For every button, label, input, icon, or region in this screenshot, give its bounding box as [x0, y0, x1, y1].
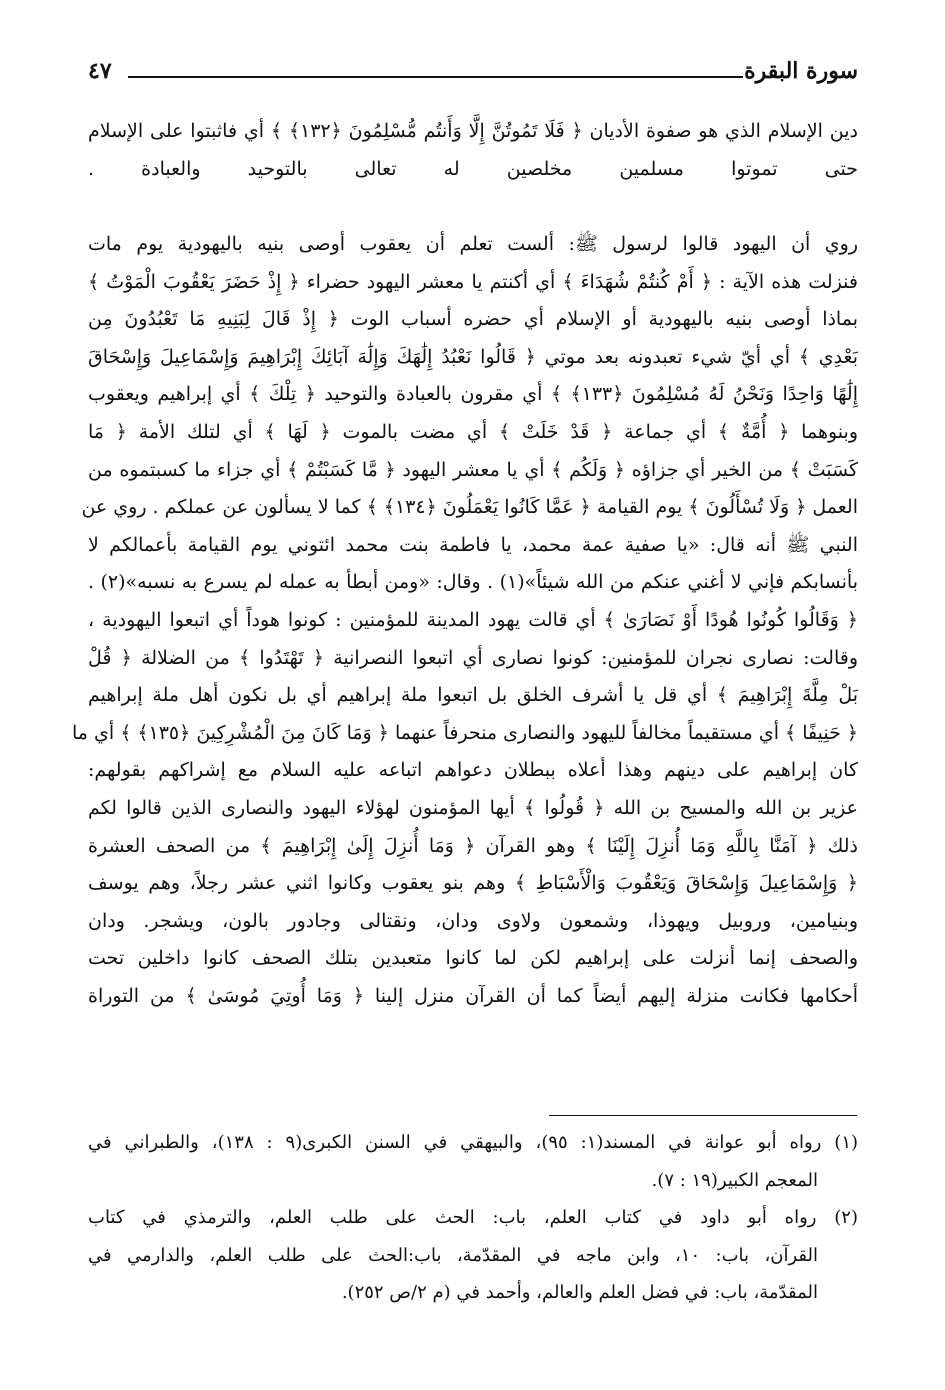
text-line: النبي ﷺ أنه قال: «يا صفية عمة محمد، يا فاطمة بنت محمد ائتوني يوم القيامة بأعمالكم لا — [88, 533, 858, 556]
text-line: فنزلت هذه الآية : ﴿ أَمْ كُنتُمْ شُهَدَاءَ ﴾ أي أكنتم يا معشر اليهود حضراء ﴿ إِذْ حَضَرَ يَعْقُوبَ الْمَوْتُ ﴾ — [88, 270, 858, 293]
text-line: المقدّمة، باب: في فضل العلم والعالم، وأحمد في (م ٢/ص ٢٥٢). — [341, 1282, 818, 1304]
surah-title: سورة البقرة — [744, 58, 858, 84]
text-line: ﴿ حَنِيفًا ﴾ أي مستقيماً مخالفاً لليهود والنصارى منحرفاً عنهما ﴿ وَمَا كَانَ مِنَ الْمُشْرِكِينَ ﴿١٣٥﴾ ﴾ أي ما — [72, 721, 858, 744]
text-line: والصحف إنما أنزلت على إبراهيم لكن لما كانوا متعبدين بتلك الصحف كانوا داخلين تحت — [88, 947, 858, 970]
text-line: كان إبراهيم على دينهم وهذا أعلاه ببطلان دعواهم اتباعه عليه السلام مع إشراكهم بقولهم: — [88, 759, 858, 782]
text-line: بأنسابكم فإني لا أغني عنكم من الله شيئاً»(١) . وقال: «ومن أبطأ به عمله لم يسرع به نسبه»(٢) . — [88, 571, 858, 594]
paragraph-1 — [88, 113, 858, 188]
text-line: عزير بن الله والمسيح بن الله ﴿ قُولُوا ﴾ أيها المؤمنون لهؤلاء اليهود والنصارى الذين قالوا لكم — [88, 796, 858, 819]
text-line: (٢) رواه أبو داود في كتاب العلم، باب: الحث على طلب العلم، والترمذي في كتاب — [88, 1207, 858, 1229]
text-line: ذلك ﴿ آمَنَّا بِاللَّهِ وَمَا أُنزِلَ إِلَيْنَا ﴾ وهو القرآن ﴿ وَمَا أُنزِلَ إِلَىٰ إِبْرَاهِيمَ ﴾ من الصحف العشرة — [88, 834, 858, 857]
header-rule — [128, 76, 743, 78]
text-line: أحكامها فكانت منزلة إليهم أيضاً كما أن القرآن منزل إلينا ﴿ وَمَا أُوتِيَ مُوسَىٰ ﴾ من التوراة — [88, 984, 858, 1007]
text-line: وقالت: نصارى نجران للمؤمنين: كونوا نصارى أي اتبعوا النصرانية ﴿ تَهْتَدُوا ﴾ من الضلالة ﴿ قُلْ — [88, 646, 858, 669]
footnotes — [88, 1124, 858, 1312]
text-line: حتى تموتوا مسلمين مخلصين له تعالى بالتوحيد والعبادة . — [88, 157, 858, 180]
page-number: ٤٧ — [88, 58, 112, 84]
text-line: ﴿ وَإِسْمَاعِيلَ وَإِسْحَاقَ وَيَعْقُوبَ وَالْأَسْبَاطِ ﴾ وهم بنو يعقوب وكانوا اثني عشر رجلاً، وهم يوسف — [88, 872, 858, 895]
text-line: روي أن اليهود قالوا لرسول ﷺ: ألست تعلم أن يعقوب أوصى بنيه باليهودية يوم مات — [88, 233, 858, 255]
text-line: وبنوهما ﴿ أُمَّةٌ ﴾ أي جماعة ﴿ قَدْ خَلَتْ ﴾ أي مضت بالموت ﴿ لَهَا ﴾ أي لتلك الأمة ﴿ مَا — [88, 420, 858, 443]
text-line: بماذا أوصى بنيه باليهودية أو الإسلام أي حضره أسباب الوت ﴿ إِذْ قَالَ لِبَنِيهِ مَا تَعْبُدُونَ مِن — [88, 308, 858, 331]
text-line: كَسَبَتْ ﴾ من الخير أي جزاؤه ﴿ وَلَكُم ﴾ أي يا معشر اليهود ﴿ مَّا كَسَبْتُمْ ﴾ أي جزاء ما كسبتموه من — [88, 458, 858, 481]
text-line: بَلْ مِلَّةَ إِبْرَاهِيمَ ﴾ أي قل يا أشرف الخلق بل اتبعوا ملة إبراهيم أي بل نكون أهل ملة إبراهيم — [88, 684, 858, 707]
page-header — [88, 58, 858, 88]
text-line: إِلَٰهًا وَاحِدًا وَنَحْنُ لَهُ مُسْلِمُونَ ﴿١٣٣﴾ ﴾ أي مقرون بالعبادة والتوحيد ﴿ تِلْكَ ﴾ أي إبراهيم ويعقوب — [88, 383, 858, 406]
text-line: بَعْدِي ﴾ أي أيّ شيء تعبدونه بعد موتي ﴿ قَالُوا نَعْبُدُ إِلَٰهَكَ وَإِلَٰهَ آبَائِكَ إِبْرَاهِيمَ وَإِسْمَاعِيلَ وَإِسْحَاقَ — [88, 345, 858, 368]
text-line: ﴿ وَقَالُوا كُونُوا هُودًا أَوْ نَصَارَىٰ ﴾ أي قالت يهود المدينة للمؤمنين : كونوا هوداً أي اتبعوا اليهودية ، — [88, 608, 858, 631]
text-line: دين الإسلام الذي هو صفوة الأديان ﴿ فَلَا تَمُوتُنَّ إِلَّا وَأَنتُم مُّسْلِمُونَ ﴿١٣٢﴾ ﴾ أي فاثبتوا على الإسلام — [88, 120, 858, 142]
text-line: القرآن، باب: ١٠، وابن ماجه في المقدّمة، باب:الحث على طلب العلم، والدارمي في — [88, 1244, 818, 1266]
footnote-rule — [549, 1115, 857, 1116]
text-line: وبنيامين، وروبيل ويهوذا، وشمعون ولاوى ودان، ونقتالى وجادور بالون، ويشجر. ودان — [88, 909, 858, 932]
text-line: العمل ﴿ وَلَا تُسْأَلُونَ ﴾ يوم القيامة ﴿ عَمَّا كَانُوا يَعْمَلُونَ ﴿١٣٤﴾ ﴾ كما لا يسألون عن عملكم . روي عن — [81, 496, 858, 519]
text-line: (١) رواه أبو عوانة في المسند(١: ٩٥)، والبيهقي في السنن الكبرى(٩ : ١٣٨)، والطبراني في — [88, 1132, 859, 1153]
text-line: المعجم الكبير(١٩ : ٧). — [651, 1169, 818, 1191]
paragraph-2 — [72, 226, 858, 1015]
